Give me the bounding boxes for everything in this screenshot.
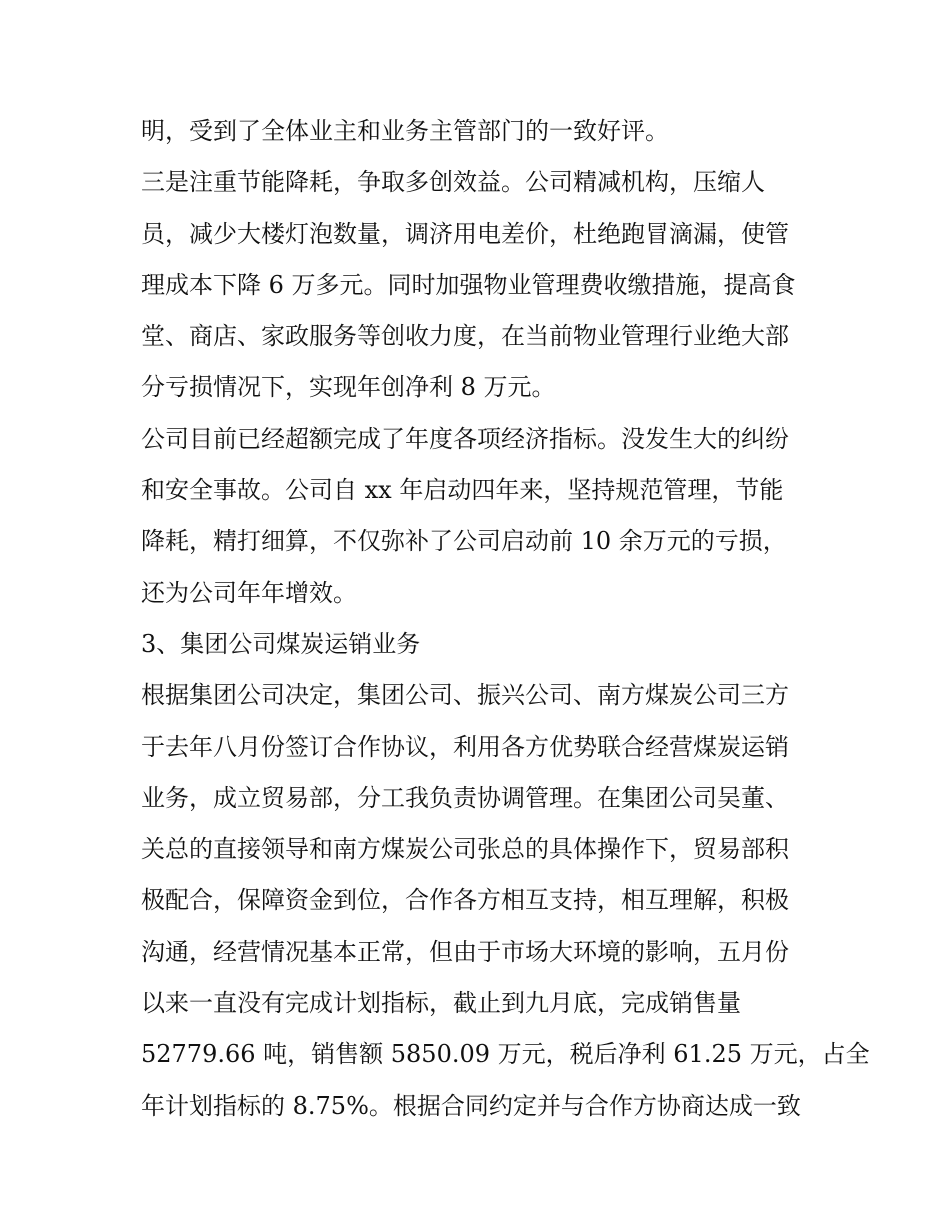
text-line: 和安全事故。公司自 xx 年启动四年来，坚持规范管理，节能 [141, 476, 784, 505]
text-line: 员，减少大楼灯泡数量，调济用电差价，杜绝跑冒滴漏，使管 [141, 219, 789, 248]
text-line: 根据集团公司决定，集团公司、振兴公司、南方煤炭公司三方 [141, 681, 789, 710]
section-heading: 3、集团公司煤炭运销业务 [141, 629, 421, 658]
text-line: 理成本下降 6 万多元。同时加强物业管理费收缴措施，提高食 [141, 270, 796, 299]
text-line: 业务，成立贸易部，分工我负责协调管理。在集团公司吴董、 [141, 783, 789, 812]
text-line: 以来一直没有完成计划指标，截止到九月底，完成销售量 [141, 989, 741, 1018]
text-line: 还为公司年年增效。 [141, 578, 357, 607]
body-text [141, 106, 870, 1132]
text-line: 于去年八月份签订合作协议，利用各方优势联合经营煤炭运销 [141, 732, 789, 761]
text-line: 沟通，经营情况基本正常，但由于市场大环境的影响，五月份 [141, 937, 789, 966]
text-line: 52779.66 吨，销售额 5850.09 万元，税后净利 61.25 万元，占全 [141, 1040, 870, 1069]
text-line: 关总的直接领导和南方煤炭公司张总的具体操作下，贸易部积 [141, 835, 789, 864]
text-line: 三是注重节能降耗，争取多创效益。公司精减机构，压缩人 [141, 168, 765, 197]
text-line: 极配合，保障资金到位，合作各方相互支持，相互理解，积极 [141, 886, 789, 915]
text-line: 分亏损情况下，实现年创净利 8 万元。 [141, 373, 556, 402]
text-line: 堂、商店、家政服务等创收力度，在当前物业管理行业绝大部 [141, 322, 789, 351]
text-line: 公司目前已经超额完成了年度各项经济指标。没发生大的纠纷 [141, 424, 789, 453]
text-line: 降耗，精打细算，不仅弥补了公司启动前 10 余万元的亏损， [141, 527, 787, 556]
text-line: 明，受到了全体业主和业务主管部门的一致好评。 [141, 117, 669, 145]
text-line: 年计划指标的 8.75%。根据合同约定并与合作方协商达成一致 [141, 1091, 801, 1120]
